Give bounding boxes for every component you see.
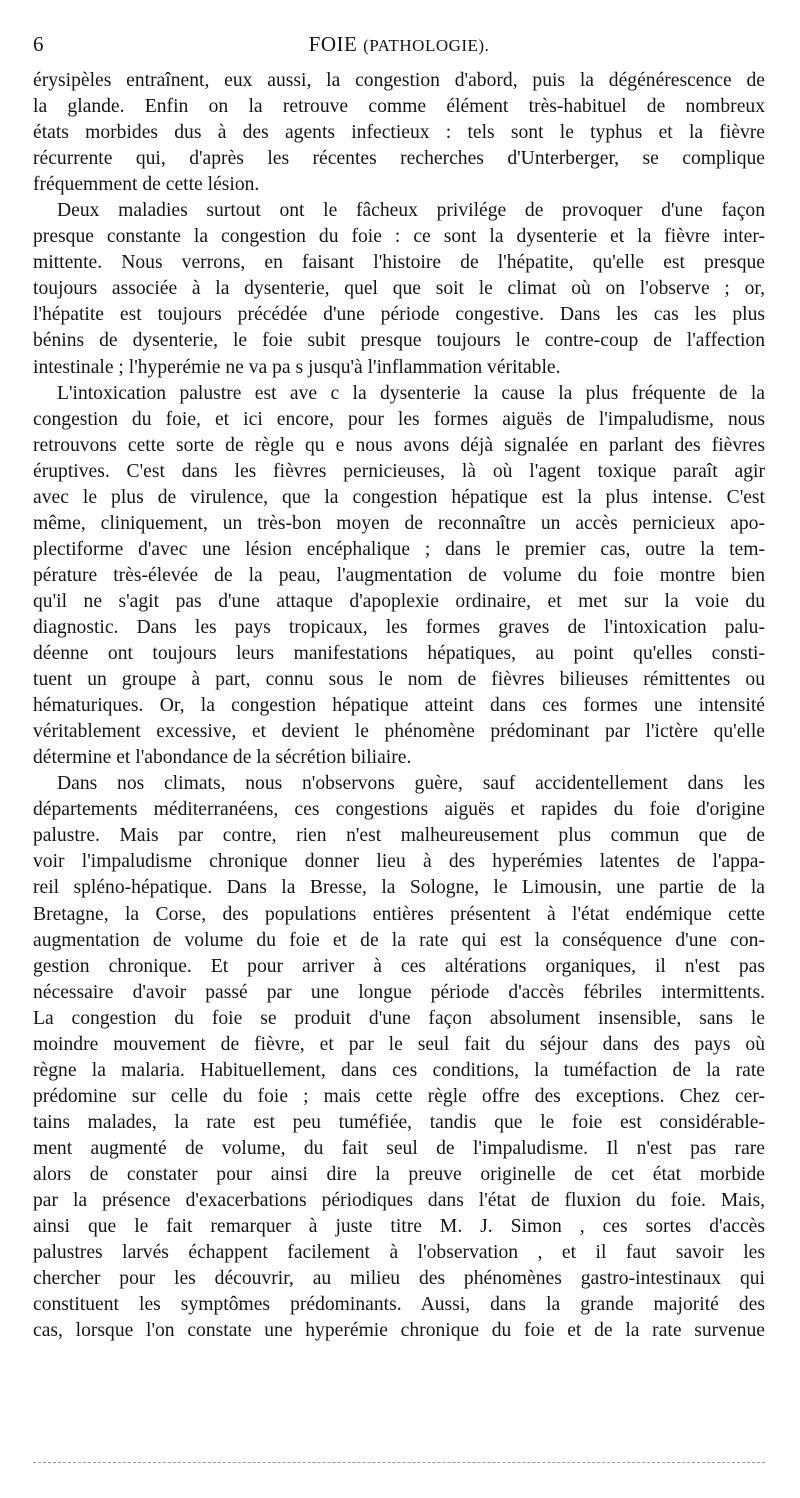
text-line: alors de constater pour ainsi dire la preuve originelle de cet état morbide (33, 1163, 765, 1185)
text-line: tains malades, la rate est peu tuméfiée, tandis que le foie est considérable- (33, 1111, 765, 1133)
paragraph (33, 68, 765, 198)
text-line: tuent un groupe à part, connu sous le nom de fièvres bilieuses rémittentes ou (33, 669, 765, 691)
text-line: Deux maladies surtout ont le fâcheux privilége de provoquer d'une façon (57, 200, 765, 222)
text-line: La congestion du foie se produit d'une façon absolument insensible, sans le (33, 1007, 765, 1029)
text-line: pérature très-élevée de la peau, l'augmentation de volume du foie montre bien (33, 564, 765, 586)
footer-rule (33, 1462, 765, 1463)
text-line: palustre. Mais par contre, rien n'est malheureusement plus commun que de (33, 825, 765, 847)
page-header (33, 28, 765, 62)
paragraph (33, 381, 765, 772)
text-line: départements méditerranéens, ces congestions aiguës et rapides du foie d'origine (33, 799, 765, 821)
text-line: mittente. Nous verrons, en faisant l'histoire de l'hépatite, qu'elle est presque (33, 252, 765, 274)
text-line: par la présence d'exacerbations périodiques dans l'état de fluxion du foie. Mais, (33, 1190, 765, 1212)
text-line: la glande. Enfin on la retrouve comme élément très-habituel de nombreux (33, 96, 765, 118)
text-line: Bretagne, la Corse, des populations entières présentent à l'état endémique cette (33, 903, 765, 925)
text-line: chercher pour les découvrir, au milieu des phénomènes gastro-intestinaux qui (33, 1268, 765, 1290)
text-line: intestinale ; l'hyperémie ne va pa s jusqu'à l'inflammation véritable. (33, 356, 561, 378)
body-text (33, 68, 765, 1344)
text-line: hématuriques. Or, la congestion hépatique atteint dans ces formes une intensité (33, 695, 765, 717)
text-line: moindre mouvement de fièvre, et par le seul fait du séjour dans des pays où (33, 1033, 765, 1055)
text-line: augmentation de volume du foie et de la rate qui est la conséquence d'une con- (33, 929, 765, 951)
text-line: nécessaire d'avoir passé par une longue période d'accès fébriles intermittents. (33, 981, 765, 1003)
text-line: reil spléno-hépatique. Dans la Bresse, la Sologne, le Limousin, une partie de la (33, 877, 765, 899)
text-line: fréquemment de cette lésion. (33, 174, 260, 196)
text-line: gestion chronique. Et pour arriver à ces altérations organiques, il n'est pas (33, 955, 765, 977)
text-line: retrouvons cette sorte de règle qu e nous avons déjà signalée en parlant des fièvres (33, 434, 765, 456)
text-line: ment augmenté de volume, du fait seul de l'impaludisme. Il n'est pas rare (33, 1137, 765, 1159)
text-line: plectiforme d'avec une lésion encéphalique ; dans le premier cas, outre la tem- (33, 538, 765, 560)
text-line: voir l'impaludisme chronique donner lieu à des hyperémies latentes de l'appa- (33, 851, 765, 873)
running-head (33, 32, 765, 57)
text-line: presque constante la congestion du foie : ce sont la dysenterie et la fièvre inter- (33, 226, 765, 248)
running-head-title: FOIE (308, 32, 358, 56)
text-line: congestion du foie, et ici encore, pour les formes aiguës de l'impaludisme, nous (33, 408, 765, 430)
text-line: ainsi que le fait remarquer à juste titre M. J. Simon , ces sortes d'accès (33, 1216, 765, 1238)
text-line: érysipèles entraînent, eux aussi, la congestion d'abord, puis la dégénérescence de (33, 70, 765, 91)
text-line: véritablement excessive, et devient le phénomène prédominant par l'ictère qu'elle (33, 721, 765, 743)
text-line: bénins de dysenterie, le foie subit presque toujours le contre-coup de l'affection (33, 330, 765, 352)
text-line: Dans nos climats, nous n'observons guère, sauf accidentellement dans les (57, 773, 765, 795)
text-line: récurrente qui, d'après les récentes recherches d'Unterberger, se complique (33, 148, 765, 170)
text-line: L'intoxication palustre est ave c la dysenterie la cause la plus fréquente de la (57, 382, 765, 404)
text-line: déenne ont toujours leurs manifestations hépatiques, au point qu'elles consti- (33, 643, 765, 665)
text-line: qu'il ne s'agit pas d'une attaque d'apoplexie ordinaire, et met sur la voie du (33, 590, 765, 612)
text-line: constituent les symptômes prédominants. Aussi, dans la grande majorité des (33, 1294, 765, 1316)
text-line: toujours associée à la dysenterie, quel que soit le climat où on l'observe ; or, (33, 278, 765, 300)
text-line: l'hépatite est toujours précédée d'une période congestive. Dans les cas les plus (33, 304, 765, 326)
paragraph (33, 771, 765, 1344)
text-line: diagnostic. Dans les pays tropicaux, les formes graves de l'intoxication palu- (33, 616, 765, 638)
text-line: éruptives. C'est dans les fièvres pernicieuses, là où l'agent toxique paraît agir (33, 460, 765, 482)
text-line: palustres larvés échappent facilement à l'observation , et il faut savoir les (33, 1242, 765, 1264)
text-line: même, cliniquement, un très-bon moyen de reconnaître un accès pernicieux apo- (33, 512, 765, 534)
text-line: cas, lorsque l'on constate une hyperémie chronique du foie et de la rate survenue (33, 1320, 765, 1342)
paragraph (33, 198, 765, 380)
page-number: 6 (33, 32, 44, 56)
text-line: règne la malaria. Habituellement, dans ces conditions, la tuméfaction de la rate (33, 1059, 765, 1081)
running-head-subtitle: (PATHOLOGIE). (363, 36, 490, 55)
book-page (33, 28, 765, 1344)
text-line: avec le plus de virulence, que la congestion hépatique est la plus intense. C'est (33, 486, 765, 508)
text-line: prédomine sur celle du foie ; mais cette règle offre des exceptions. Chez cer- (33, 1085, 765, 1107)
text-line: états morbides dus à des agents infectieux : tels sont le typhus et la fièvre (33, 122, 765, 144)
text-line: détermine et l'abondance de la sécrétion biliaire. (33, 747, 412, 769)
